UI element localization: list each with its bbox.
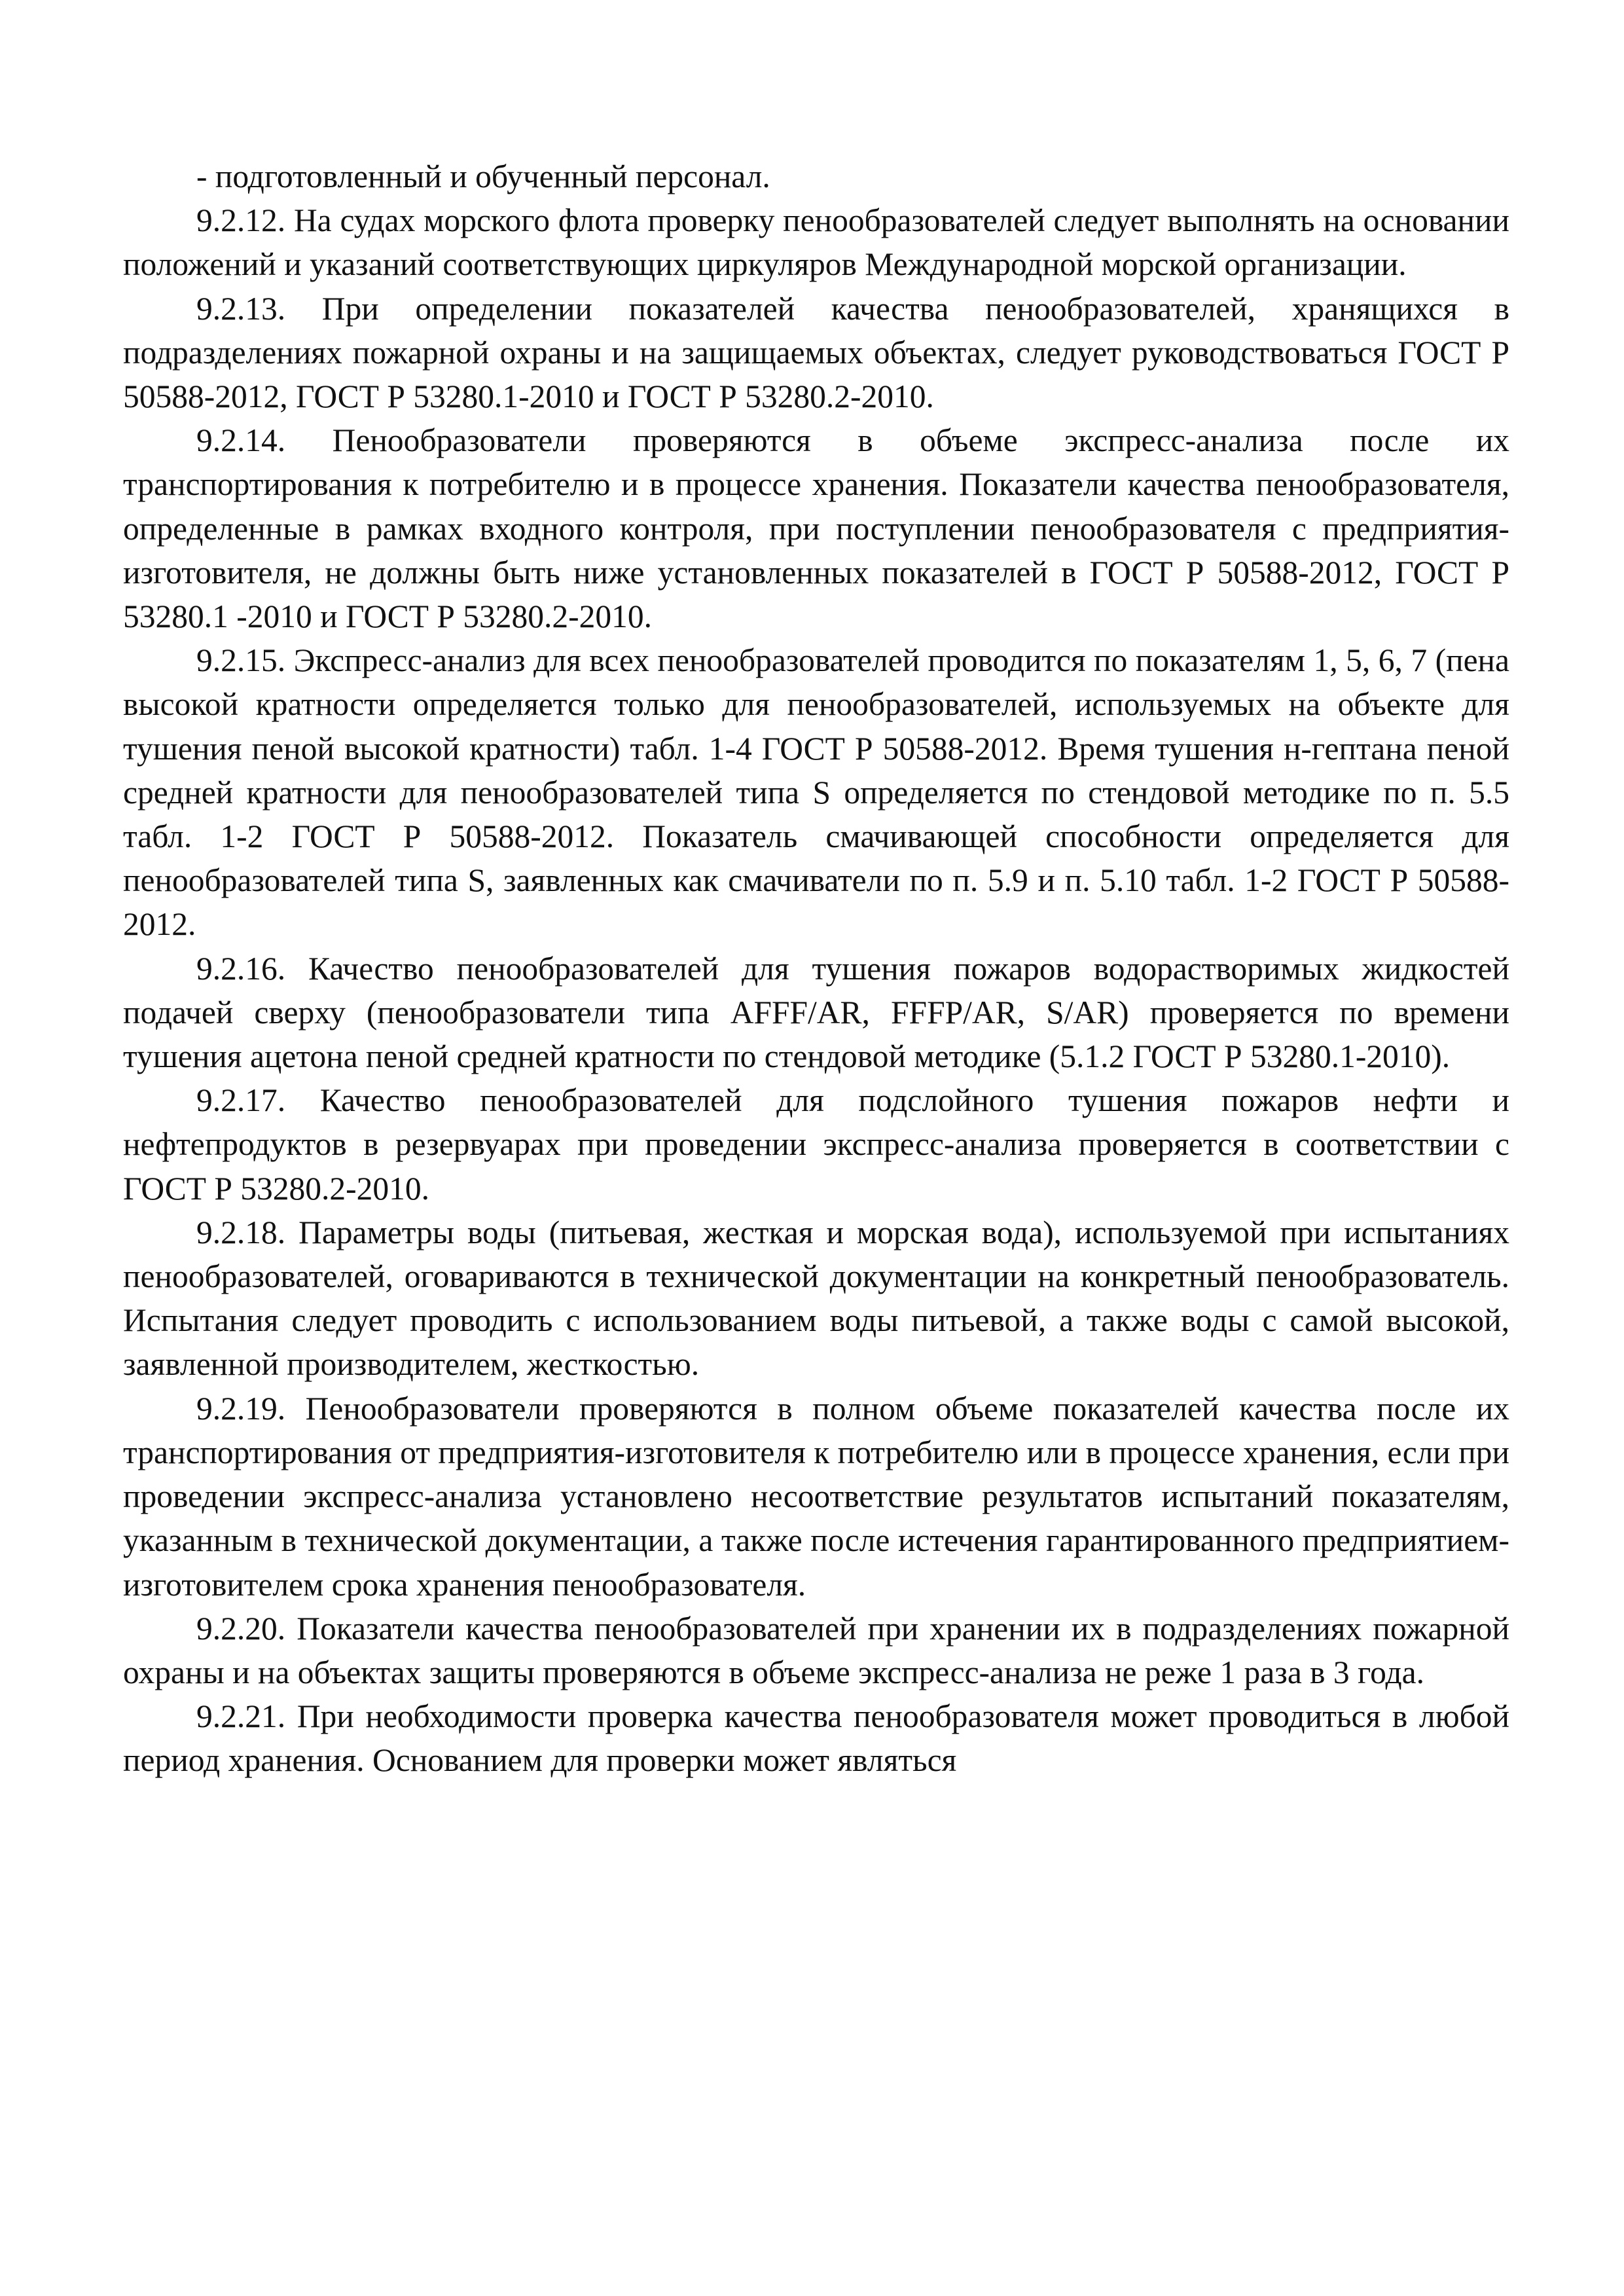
paragraph-number: 9.2.16. (196, 950, 286, 987)
paragraph-text: Пенообразователи проверяются в полном объеме показателей качества после их транспортирования от предприятия-изготовителя к потребителю или в процессе хранения, если при проведении экспресс-анализа установлено несоответствие результатов испытаний показателям, указанным в технической документации, а также после истечения гарантированного предприятием-изготовителем срока хранения пенообразователя. (123, 1390, 1509, 1603)
paragraph-text: Качество пенообразователей для подслойного тушения пожаров нефти и нефтепродуктов в резервуарах при проведении экспресс-анализа проверяется в соответствии с ГОСТ Р 53280.2-2010. (123, 1082, 1509, 1207)
paragraph-text: Экспресс-анализ для всех пенообразователей проводится по показателям 1, 5, 6, 7 (пена высокой кратности определяется только для пенообразователей, используемых на объекте для тушения пеной высокой кратности) табл. 1-4 ГОСТ Р 50588-2012. Время тушения н-гептана пеной средней кратности для пенообразователей типа S определяется по стендовой методике по п. 5.5 табл. 1-2 ГОСТ Р 50588-2012. Показатель смачивающей способности определяется для пенообразователей типа S, заявленных как смачиватели по п. 5.9 и п. 5.10 табл. 1-2 ГОСТ Р 50588-2012. (123, 642, 1509, 943)
paragraph-text: Параметры воды (питьевая, жесткая и морская вода), используемой при испытаниях пенообразователей, оговариваются в технической документации на конкретный пенообразователь. Испытания следует проводить с использованием воды питьевой, а также воды с самой высокой, заявленной производителем, жесткостью. (123, 1214, 1509, 1383)
paragraph-number: 9.2.14. (196, 422, 286, 459)
paragraph-9-2-12 (123, 198, 1509, 286)
paragraph-text: При определении показателей качества пенообразователей, хранящихся в подразделениях пожарной охраны и на защищаемых объектах, следует руководствоваться ГОСТ Р 50588-2012, ГОСТ Р 53280.1-2010 и ГОСТ Р 53280.2-2010. (123, 290, 1510, 415)
paragraph-personnel (123, 155, 1509, 198)
paragraph-text: - подготовленный и обученный персонал. (196, 158, 770, 194)
paragraph-9-2-15 (123, 638, 1509, 946)
paragraph-9-2-16 (123, 947, 1509, 1079)
paragraph-9-2-17 (123, 1078, 1509, 1211)
paragraph-text: Качество пенообразователей для тушения пожаров водорастворимых жидкостей подачей сверху (пенообразователи типа AFFF/AR, FFFP/AR, S/AR) проверяется по времени тушения ацетона пеной средней кратности по стендовой методике (5.1.2 ГОСТ Р 53280.1-2010). (123, 950, 1509, 1075)
paragraph-9-2-20 (123, 1607, 1509, 1694)
paragraph-text: Пенообразователи проверяются в объеме экспресс-анализа после их транспортирования к потребителю и в процессе хранения. Показатели качества пенообразователя, определенные в рамках входного контроля, при поступлении пенообразователя с предприятия-изготовителя, не должны быть ниже установленных показателей в ГОСТ Р 50588-2012, ГОСТ Р 53280.1 -2010 и ГОСТ Р 53280.2-2010. (123, 422, 1510, 635)
paragraph-9-2-19 (123, 1387, 1509, 1607)
paragraph-number: 9.2.18. (196, 1214, 286, 1250)
paragraph-9-2-21 (123, 1694, 1509, 1782)
paragraph-text: При необходимости проверка качества пенообразователя может проводиться в любой период хранения. Основанием для проверки может являться (123, 1698, 1510, 1779)
paragraph-number: 9.2.17. (196, 1082, 286, 1119)
paragraph-number: 9.2.19. (196, 1390, 286, 1427)
document-body (123, 155, 1509, 1783)
paragraph-number: 9.2.20. (196, 1610, 286, 1647)
paragraph-number: 9.2.21. (196, 1698, 286, 1735)
paragraph-number: 9.2.13. (196, 290, 286, 327)
paragraph-9-2-18 (123, 1211, 1509, 1387)
paragraph-text: Показатели качества пенообразователей при хранении их в подразделениях пожарной охраны и на объектах защиты проверяются в объеме экспресс-анализа не реже 1 раза в 3 года. (123, 1610, 1510, 1690)
paragraph-9-2-13 (123, 287, 1509, 419)
paragraph-text: На судах морского флота проверку пенообразователей следует выполнять на основании положений и указаний соответствующих циркуляров Международной морской организации. (123, 202, 1509, 283)
paragraph-number: 9.2.15. (196, 642, 286, 679)
paragraph-9-2-14 (123, 418, 1509, 638)
paragraph-number: 9.2.12. (196, 202, 286, 239)
